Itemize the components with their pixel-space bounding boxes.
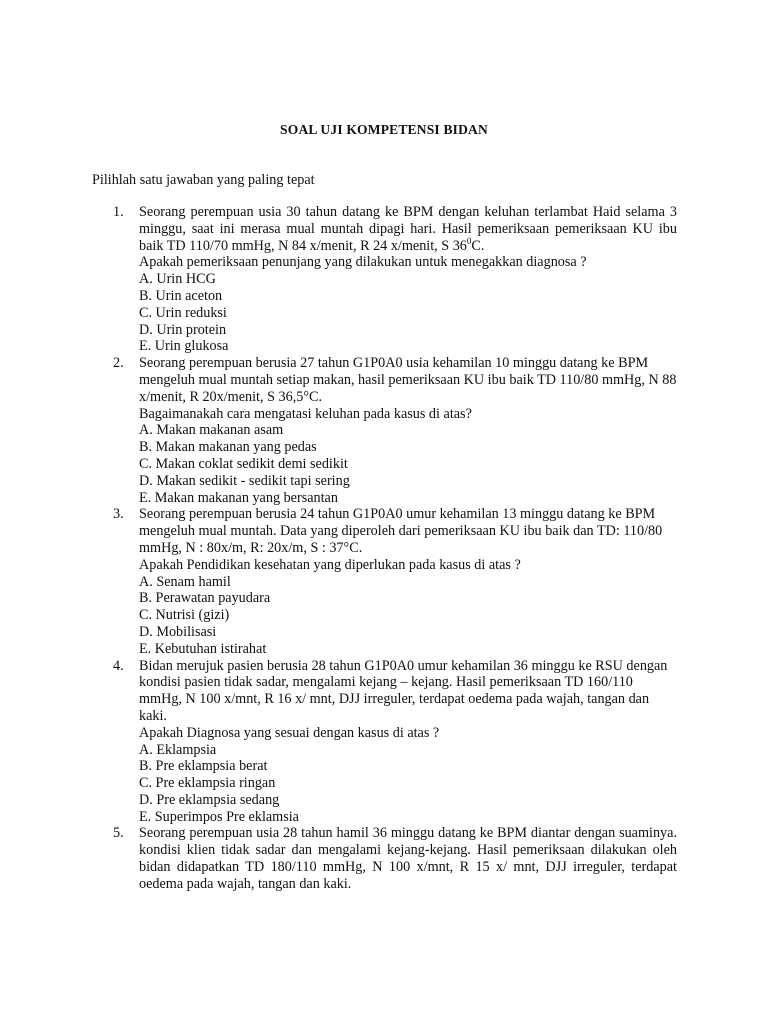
option-d: D. Pre eklampsia sedang bbox=[139, 791, 280, 808]
question-5 bbox=[113, 825, 677, 892]
question-2 bbox=[113, 355, 677, 506]
option-c: C. Pre eklampsia ringan bbox=[139, 775, 276, 792]
option-e: E. Kebutuhan istirahat bbox=[139, 640, 267, 657]
option-a: A. Eklampsia bbox=[139, 741, 217, 758]
option-c: C. Urin reduksi bbox=[139, 304, 227, 321]
option-a: A. Senam hamil bbox=[139, 573, 231, 590]
degree-superscript: 0 bbox=[466, 235, 472, 246]
question-prompt: Apakah Pendidikan kesehatan yang diperlukan pada kasus di atas ? bbox=[139, 556, 521, 573]
option-e: E. Superimpos Pre eklamsia bbox=[139, 808, 299, 825]
option-c: C. Makan coklat sedikit demi sedikit bbox=[139, 455, 348, 472]
question-stem: Bidan merujuk pasien berusia 28 tahun G1P0A0 umur kehamilan 36 minggu ke RSU dengan kondisi pasien tidak sadar, mengalami kejang – kejang. Hasil pemeriksaan TD 160/110 mmHg, N 100 x/mnt, R 16 x/ mnt, DJJ irreguler, terdapat oedema pada wajah, tangan dan kaki. bbox=[139, 657, 668, 724]
question-stem-unit: C. bbox=[471, 237, 485, 254]
question-prompt: Apakah Diagnosa yang sesuai dengan kasus di atas ? bbox=[139, 724, 440, 741]
question-number: 4. bbox=[113, 657, 124, 674]
option-d: D. Makan sedikit - sedikit tapi sering bbox=[139, 472, 350, 489]
question-stem bbox=[139, 204, 677, 254]
question-prompt: Bagaimanakah cara mengatasi keluhan pada kasus di atas? bbox=[139, 405, 472, 422]
option-c: C. Nutrisi (gizi) bbox=[139, 607, 230, 624]
question-prompt: Apakah pemeriksaan penunjang yang dilakukan untuk menegakkan diagnosa ? bbox=[139, 254, 587, 271]
question-stem: Seorang perempuan usia 28 tahun hamil 36 minggu datang ke BPM diantar dengan suaminya. kondisi klien tidak sadar dan mengalami kejang-kejang. Hasil pemeriksaan dilakukan oleh bidan didapatkan TD 180/110 mmHg, N 100 x/mnt, R 15 x/ mnt, DJJ irreguler, terdapat oedema pada wajah, tangan dan kaki. bbox=[139, 825, 677, 892]
question-3 bbox=[113, 506, 677, 657]
question-list bbox=[113, 204, 677, 893]
question-4 bbox=[113, 658, 677, 826]
question-number: 3. bbox=[113, 506, 124, 523]
option-b: B. Perawatan payudara bbox=[139, 590, 271, 607]
page-title: SOAL UJI KOMPETENSI BIDAN bbox=[280, 122, 488, 137]
option-e: E. Makan makanan yang bersantan bbox=[139, 489, 338, 506]
option-d: D. Mobilisasi bbox=[139, 623, 217, 640]
question-number: 2. bbox=[113, 355, 124, 372]
question-stem-text: Seorang perempuan usia 30 tahun datang ke BPM dengan keluhan terlambat Haid selama 3 minggu, saat ini merasa mual muntah dipagi hari. Hasil pemeriksaan pemeriksaan KU ibu baik TD 110/70 mmHg, N 84 x/menit, R 24 x/menit, S 36 bbox=[139, 204, 677, 254]
question-stem: Seorang perempuan berusia 24 tahun G1P0A0 umur kehamilan 13 minggu datang ke BPM mengeluh mual muntah. Data yang diperoleh dari pemeriksaan KU ibu baik dan TD: 110/80 mmHg, N : 80x/m, R: 20x/m, S : 37°C. bbox=[139, 506, 663, 556]
option-b: B. Makan makanan yang pedas bbox=[139, 439, 317, 456]
option-e: E. Urin glukosa bbox=[139, 338, 229, 355]
option-b: B. Urin aceton bbox=[139, 287, 223, 304]
question-1 bbox=[113, 204, 677, 355]
option-a: A. Makan makanan asam bbox=[139, 422, 284, 439]
question-number: 5. bbox=[113, 825, 124, 842]
option-a: A. Urin HCG bbox=[139, 271, 216, 288]
option-d: D. Urin protein bbox=[139, 321, 227, 338]
instruction-text: Pilihlah satu jawaban yang paling tepat bbox=[92, 172, 315, 188]
question-stem: Seorang perempuan berusia 27 tahun G1P0A0 usia kehamilan 10 minggu datang ke BPM mengeluh mual muntah setiap makan, hasil pemeriksaan KU ibu baik TD 110/80 mmHg, N 88 x/menit, R 20x/menit, S 36,5°C. bbox=[139, 355, 677, 405]
question-number: 1. bbox=[113, 204, 124, 220]
option-b: B. Pre eklampsia berat bbox=[139, 758, 268, 775]
